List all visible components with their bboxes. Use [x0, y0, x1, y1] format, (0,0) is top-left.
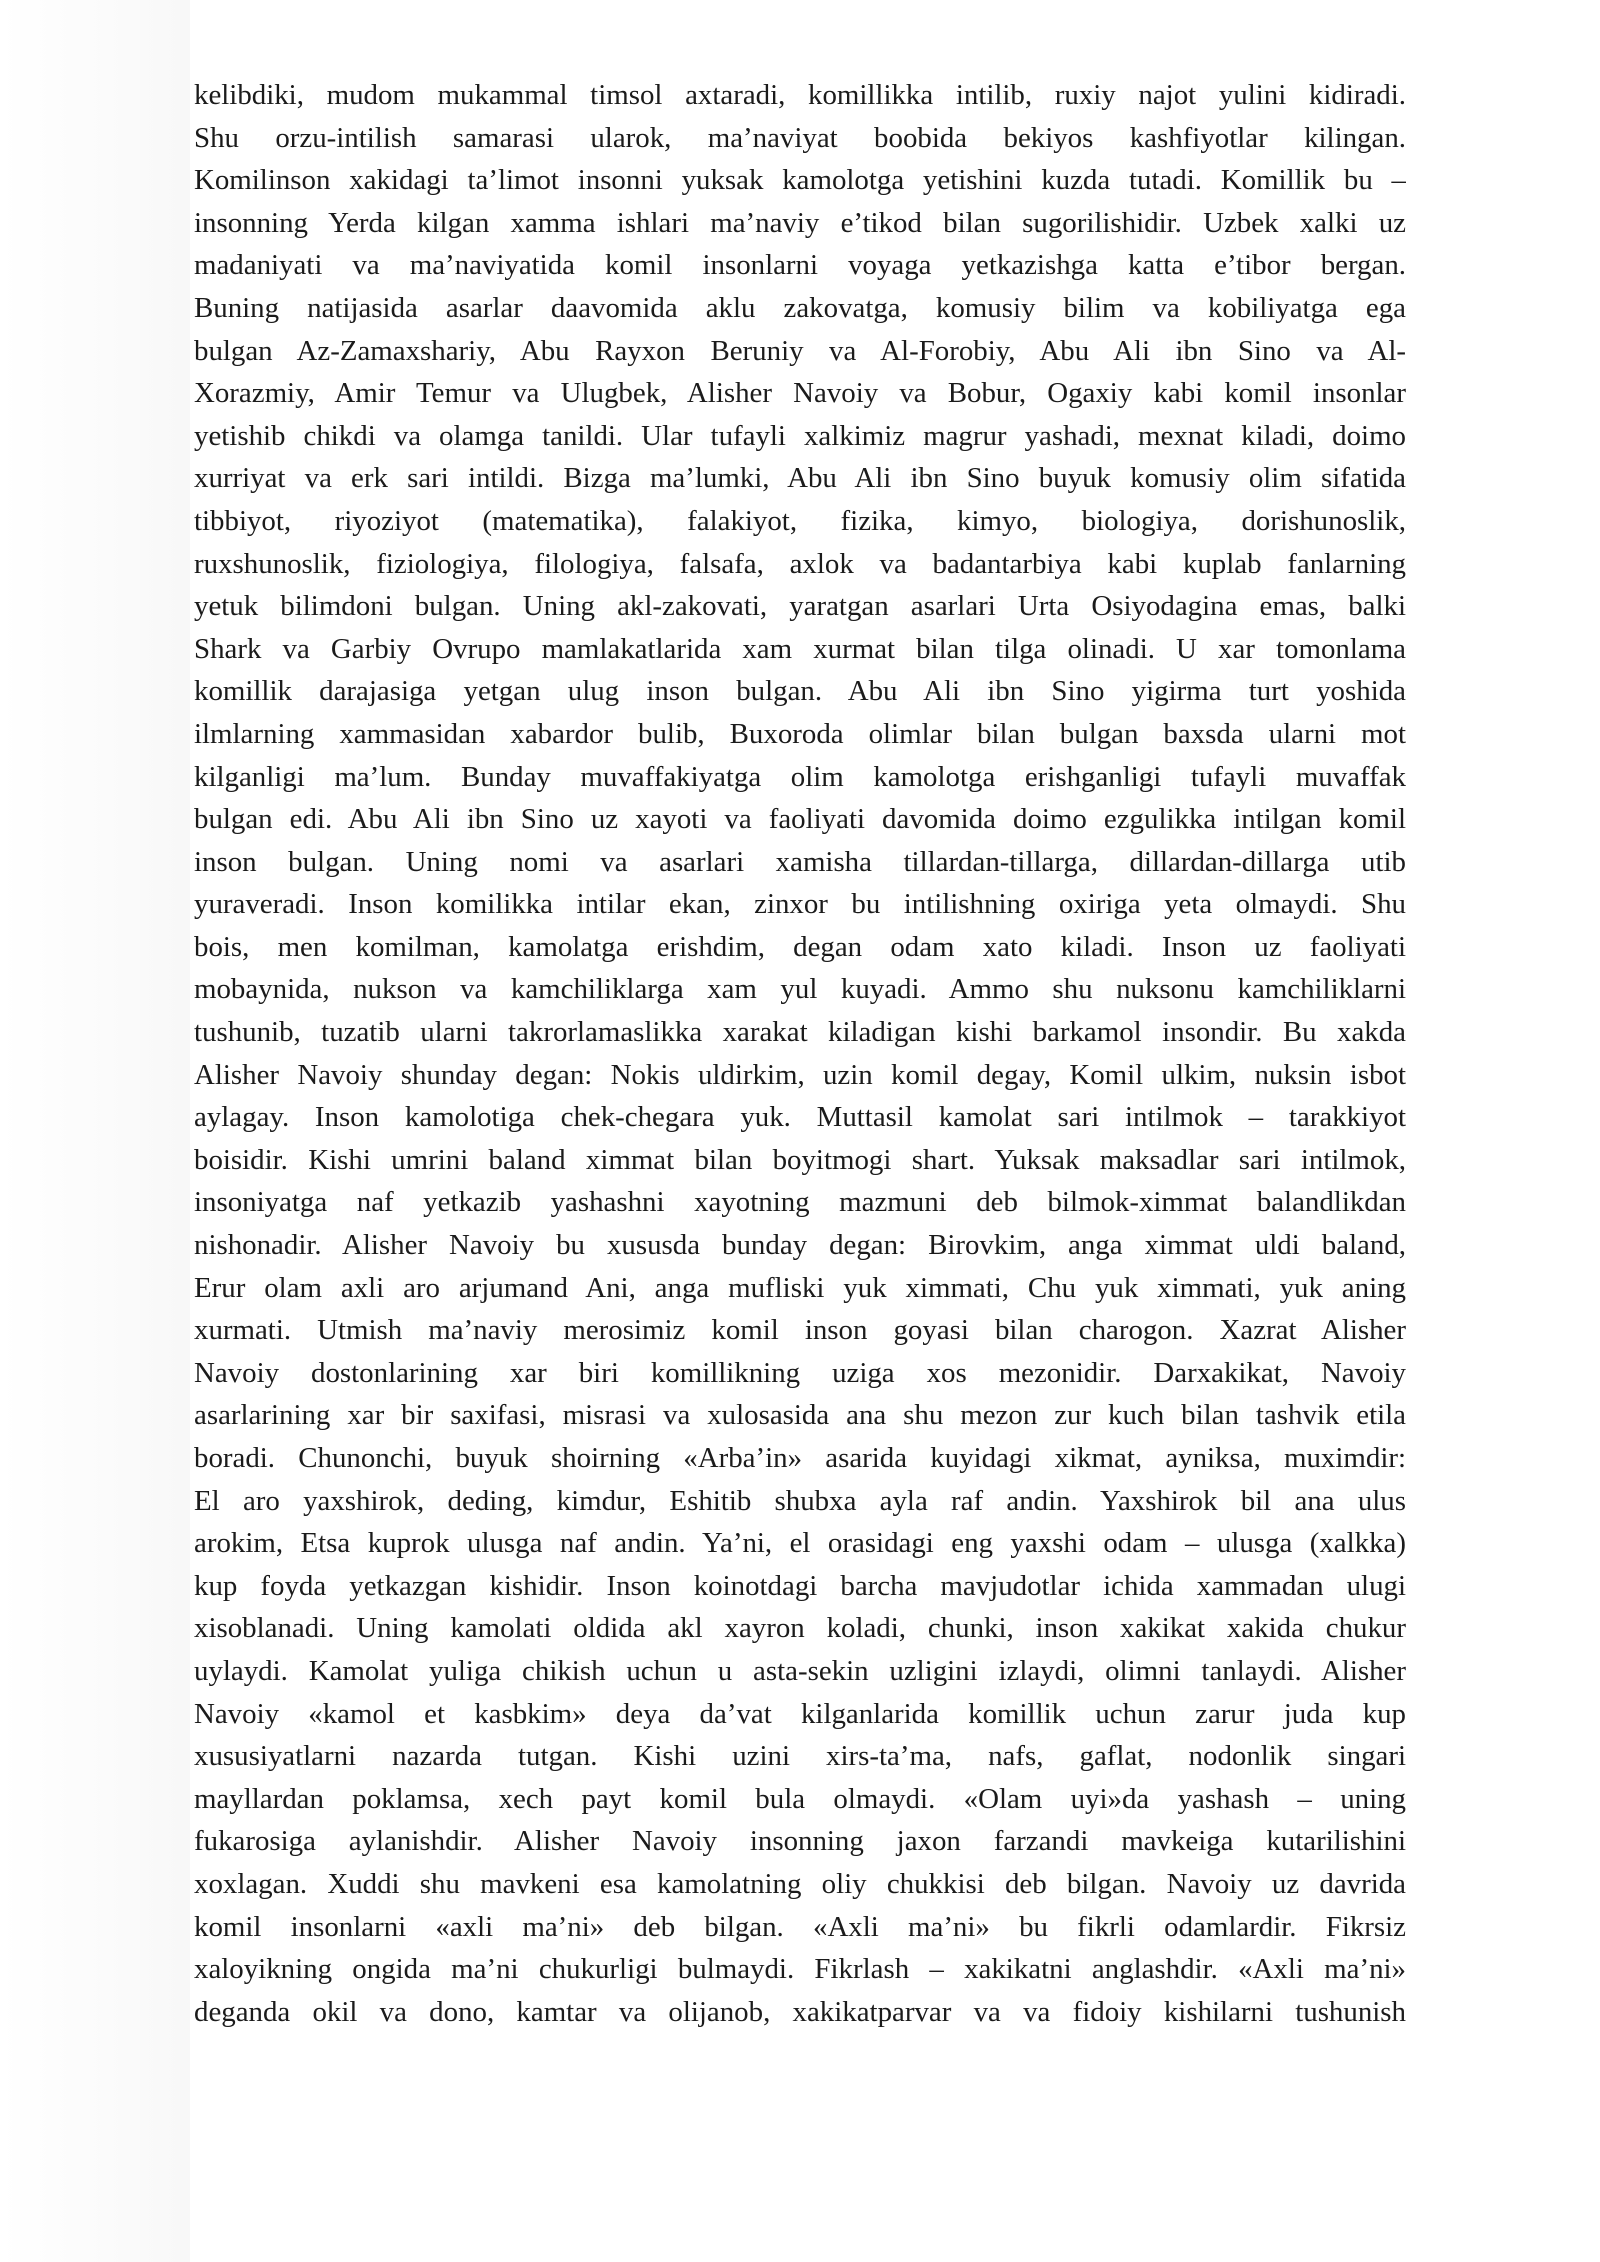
- text-line: madaniyati va ma’naviyatida komil insonlarni voyaga yetkazishga katta e’tibor bergan.: [194, 249, 1406, 282]
- text-line: fukarosiga aylanishdir. Alisher Navoiy insonning jaxon farzandi mavkeiga kutarilishini: [194, 1825, 1406, 1858]
- text-line: mobaynida, nukson va kamchiliklarga xam yul kuyadi. Ammo shu nuksonu kamchiliklarni: [194, 973, 1406, 1006]
- text-line: kelibdiki, mudom mukammal timsol axtaradi, komillikka intilib, ruxiy najot yulini kidiradi.: [194, 79, 1406, 111]
- text-line: xurmati. Utmish ma’naviy merosimiz komil inson goyasi bilan charogon. Xazrat Alisher: [194, 1314, 1406, 1347]
- text-line: kilganligi ma’lum. Bunday muvaffakiyatga olim kamolotga erishganligi tufayli muvaffak: [194, 760, 1406, 793]
- text-line: komil insonlarni «axli ma’ni» deb bilgan. «Axli ma’ni» bu fikrli odamlardir. Fikrsiz: [194, 1910, 1406, 1943]
- text-line: aylagay. Inson kamolotiga chek-chegara yuk. Muttasil kamolat sari intilmok – tarakkiyot: [194, 1101, 1406, 1134]
- text-line: Komilinson xakidagi ta’limot insonni yuksak kamolotga yetishini kuzda tutadi. Komillik bu –: [194, 164, 1406, 197]
- text-line: yetuk bilimdoni bulgan. Uning akl-zakovati, yaratgan asarlari Urta Osiyodagina emas, balki: [194, 590, 1406, 623]
- text-line: bulgan Az-Zamaxshariy, Abu Rayxon Beruniy va Al-Forobiy, Abu Ali ibn Sino va Al-: [194, 334, 1406, 367]
- text-line: deganda okil va dono, kamtar va olijanob, xakikatparvar va va fidoiy kishilarni tushunish: [194, 1995, 1406, 2028]
- text-line: Navoiy «kamol et kasbkim» deya da’vat kilganlarida komillik uchun zarur juda kup: [194, 1697, 1406, 1730]
- text-line: yetishib chikdi va olamga tanildi. Ular tufayli xalkimiz magrur yashadi, mexnat kiladi, doimo: [194, 419, 1406, 452]
- text-line: El aro yaxshirok, deding, kimdur, Eshitib shubxa ayla raf andin. Yaxshirok bil ana ulus: [194, 1484, 1406, 1517]
- text-line: ilmlarning xammasidan xabardor bulib, Buxoroda olimlar bilan bulgan baxsda ularni mot: [194, 717, 1406, 750]
- text-line: mayllardan poklamsa, xech payt komil bula olmaydi. «Olam uyi»da yashash – uning: [194, 1782, 1406, 1815]
- text-line: Shark va Garbiy Ovrupo mamlakatlarida xam xurmat bilan tilga olinadi. U xar tomonlama: [194, 632, 1406, 665]
- text-line: xoxlagan. Xuddi shu mavkeni esa kamolatning oliy chukkisi deb bilgan. Navoiy uz davrida: [194, 1867, 1406, 1900]
- text-line: ruxshunoslik, fiziologiya, filologiya, falsafa, axlok va badantarbiya kabi kuplab fanlarning: [194, 547, 1406, 580]
- text-line: boisidir. Kishi umrini baland ximmat bilan boyitmogi shart. Yuksak maksadlar sari intilmok,: [194, 1143, 1406, 1176]
- text-line: nishonadir. Alisher Navoiy bu xususda bunday degan: Birovkim, anga ximmat uldi baland,: [194, 1229, 1406, 1262]
- text-line: Alisher Navoiy shunday degan: Nokis uldirkim, uzin komil degay, Komil ulkim, nuksin isbot: [194, 1058, 1406, 1091]
- text-line: xisoblanadi. Uning kamolati oldida akl xayron koladi, chunki, inson xakikat xakida chukur: [194, 1612, 1406, 1645]
- text-line: kup foyda yetkazgan kishidir. Inson koinotdagi barcha mavjudotlar ichida xammadan ulugi: [194, 1569, 1406, 1602]
- text-line: Navoiy dostonlarining xar biri komillikning uziga xos mezonidir. Darxakikat, Navoiy: [194, 1356, 1406, 1389]
- text-line: Buning natijasida asarlar daavomida aklu zakovatga, komusiy bilim va kobiliyatga ega: [194, 291, 1406, 324]
- body-text: [194, 74, 1406, 2033]
- text-line: komillik darajasiga yetgan ulug inson bulgan. Abu Ali ibn Sino yigirma turt yoshida: [194, 675, 1406, 708]
- text-line: boradi. Chunonchi, buyuk shoirning «Arba’in» asarida kuyidagi xikmat, ayniksa, muximdir:: [194, 1442, 1406, 1474]
- text-line: insonning Yerda kilgan xamma ishlari ma’naviy e’tikod bilan sugorilishidir. Uzbek xalki uz: [194, 206, 1406, 239]
- text-line: Xorazmiy, Amir Temur va Ulugbek, Alisher Navoiy va Bobur, Ogaxiy kabi komil insonlar: [194, 377, 1406, 410]
- text-line: yuraveradi. Inson komilikka intilar ekan, zinxor bu intilishning oxiriga yeta olmaydi. Shu: [194, 888, 1406, 921]
- text-line: xurriyat va erk sari intildi. Bizga ma’lumki, Abu Ali ibn Sino buyuk komusiy olim sifatida: [194, 462, 1406, 495]
- text-line: bulgan edi. Abu Ali ibn Sino uz xayoti va faoliyati davomida doimo ezgulikka intilgan komil: [194, 803, 1406, 836]
- text-line: asarlarining xar bir saxifasi, misrasi va xulosasida ana shu mezon zur kuch bilan tashvik etila: [194, 1399, 1406, 1432]
- text-line: bois, men komilman, kamolatga erishdim, degan odam xato kiladi. Inson uz faoliyati: [194, 930, 1406, 963]
- text-line: arokim, Etsa kuprok ulusga naf andin. Ya’ni, el orasidagi eng yaxshi odam – ulusga (xalkka): [194, 1527, 1406, 1560]
- text-line: tushunib, tuzatib ularni takrorlamaslikka xarakat kiladigan kishi barkamol insondir. Bu xakda: [194, 1016, 1406, 1049]
- text-line: Shu orzu-intilish samarasi ularok, ma’naviyat boobida bekiyos kashfiyotlar kilingan.: [194, 121, 1406, 154]
- page-margin-shade: [0, 0, 190, 2262]
- text-line: xaloyikning ongida ma’ni chukurligi bulmaydi. Fikrlash – xakikatni anglashdir. «Axli ma’ni»: [194, 1953, 1406, 1986]
- text-line: Erur olam axli aro arjumand Ani, anga mufliski yuk ximmati, Chu yuk ximmati, yuk aning: [194, 1271, 1406, 1304]
- text-line: uylaydi. Kamolat yuliga chikish uchun u asta-sekin uzligini izlaydi, olimni tanlaydi. Alisher: [194, 1654, 1406, 1687]
- text-line: insoniyatga naf yetkazib yashashni xayotning mazmuni deb bilmok-ximmat balandlikdan: [194, 1186, 1406, 1219]
- text-line: inson bulgan. Uning nomi va asarlari xamisha tillardan-tillarga, dillardan-dillarga utib: [194, 845, 1406, 878]
- text-line: tibbiyot, riyoziyot (matematika), falakiyot, fizika, kimyo, biologiya, dorishunoslik,: [194, 504, 1406, 537]
- text-line: xususiyatlarni nazarda tutgan. Kishi uzini xirs-ta’ma, nafs, gaflat, nodonlik singari: [194, 1740, 1406, 1773]
